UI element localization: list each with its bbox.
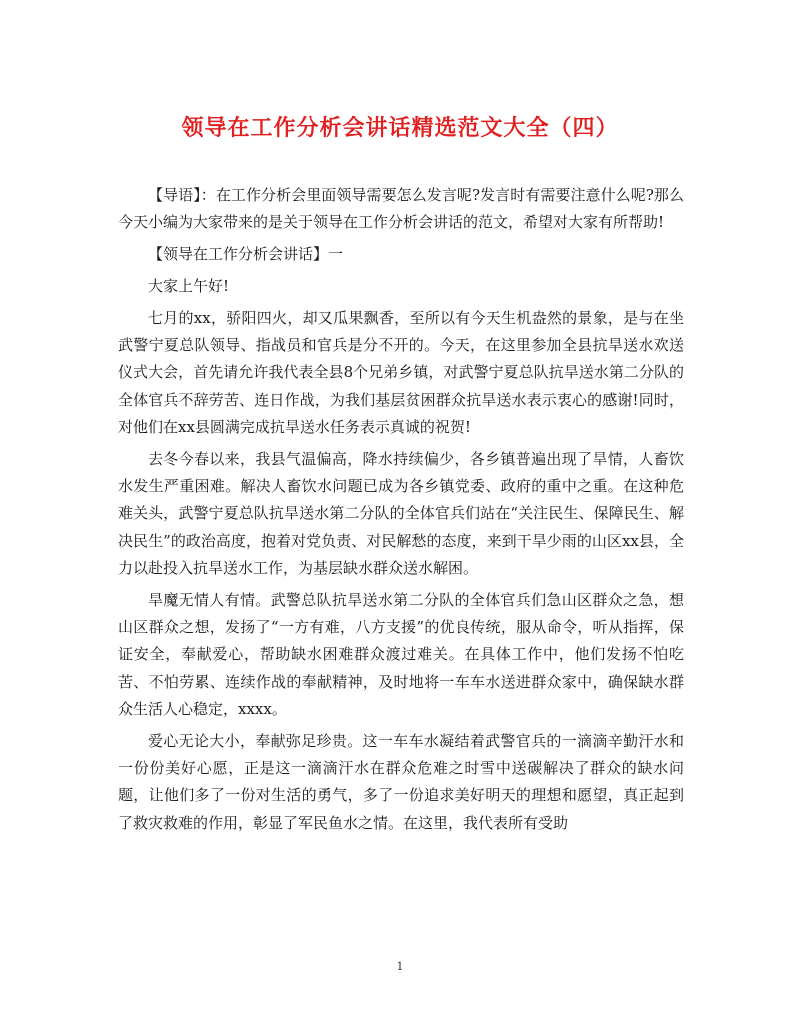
body-paragraph: 去冬今春以来，我县气温偏高，降水持续偏少，各乡镇普遍出现了旱情，人畜饮水发生严重困难。解决人畜饮水问题已成为各乡镇党委、政府的重中之重。在这种危难关头，武警宁夏总队抗旱送水第二分队的全体官兵们站在“关注民生、保障民生、解决民生”的政治高度，抱着对党负责、对民解愁的态度，来到干旱少雨的山区xx县，全力以赴投入抗旱送水工作，为基层缺水群众送水解困。 [118,449,684,577]
document-title: 领导在工作分析会讲话精选范文大全（四） [181,115,619,141]
section-heading: 【领导在工作分析会讲话】一 [148,245,344,264]
body-paragraph: 爱心无论大小，奉献弥足珍贵。这一车车水凝结着武警官兵的一滴滴辛勤汗水和一份份美好心愿，正是这一滴滴汗水在群众危难之时雪中送碳解决了群众的缺水问题，让他们多了一份对生活的勇气，多了一份追求美好明天的理想和愿望，真正起到了救灾救难的作用，彰显了军民鱼水之情。在这里，我代表所有受助 [118,731,684,832]
intro-paragraph: 【导语】：在工作分析会里面领导需要怎么发言呢?发言时有需要注意什么呢?那么今天小编为大家带来的是关于领导在工作分析会讲话的范文，希望对大家有所帮助! [118,186,684,232]
document-body [118,182,684,841]
page-number: 1 [396,960,404,973]
body-paragraph: 七月的xx，骄阳四火，却又瓜果飘香，至所以有今天生机盎然的景象，是与在坐武警宁夏总队领导、指战员和官兵是分不开的。今天，在这里参加全县抗旱送水欢送仪式大会，首先请允许我代表全县8个兄弟乡镇，对武警宁夏总队抗旱送水第二分队的全体官兵不辞劳苦、连日作战，为我们基层贫困群众抗旱送水表示衷心的感谢!同时，对他们在xx县圆满完成抗旱送水任务表示真诚的祝贺! [118,308,684,436]
body-paragraph: 旱魔无情人有情。武警总队抗旱送水第二分队的全体官兵们急山区群众之急，想山区群众之想，发扬了“一方有难，八方支援”的优良传统，服从命令，听从指挥，保证安全，奉献爱心，帮助缺水困难群众渡过难关。在具体工作中，他们发扬不怕吃苦、不怕劳累、连续作战的奉献精神，及时地将一车车水送进群众家中，确保缺水群众生活人心稳定，xxxx。 [118,590,684,718]
greeting-paragraph: 大家上午好! [148,276,230,295]
